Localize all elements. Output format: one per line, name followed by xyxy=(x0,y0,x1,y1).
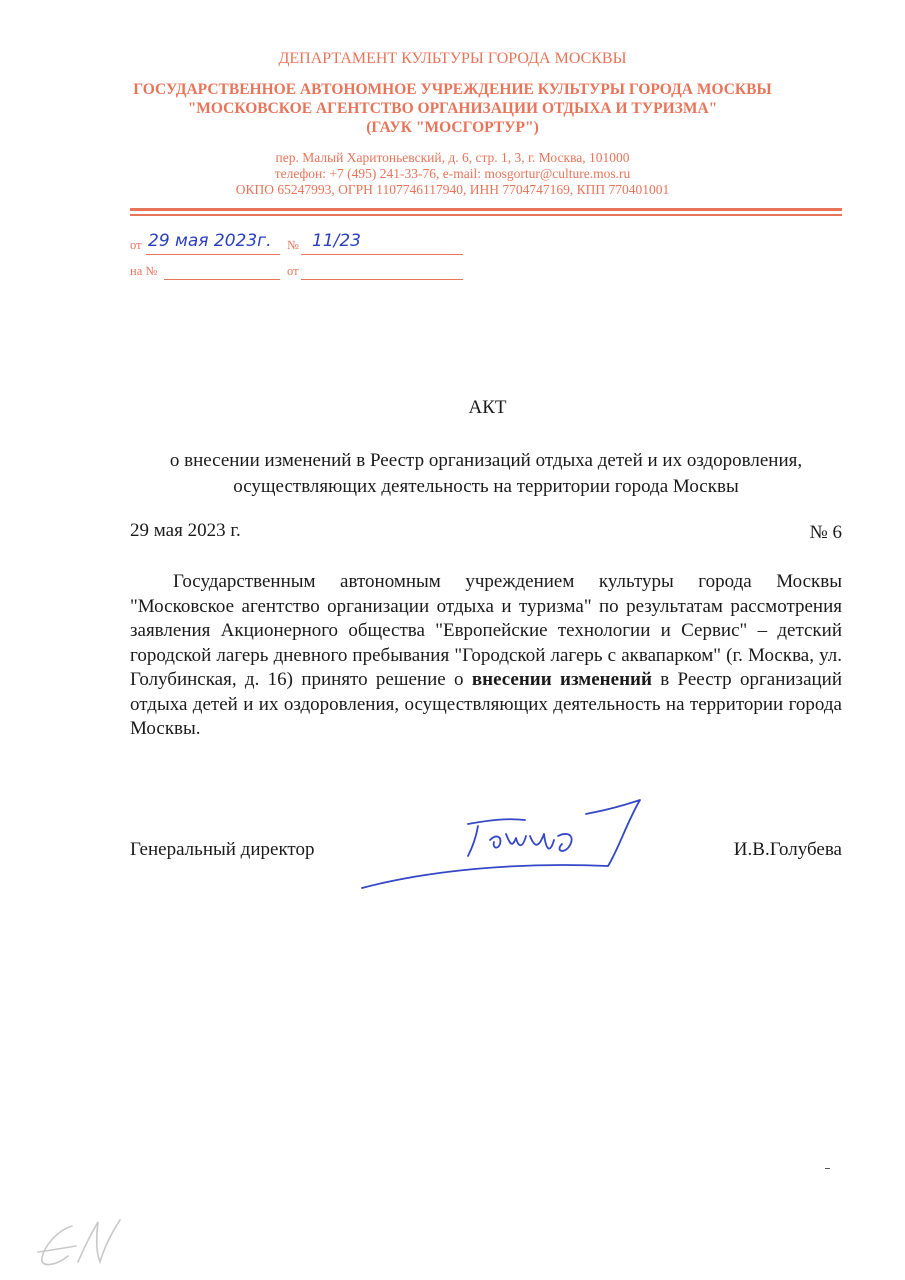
scan-speck xyxy=(825,1168,830,1169)
initials-mark-icon xyxy=(28,1212,128,1272)
reg-date-line xyxy=(146,254,280,255)
subtitle-line-1: о внесении изменений в Реестр организаций отдыха детей и их оздоровления, xyxy=(169,450,803,471)
document-title: АКТ xyxy=(468,397,507,418)
address-line: пер. Малый Харитоньевский, д. 6, стр. 1, 3, г. Москва, 101000 xyxy=(275,150,630,165)
institution-contacts xyxy=(0,150,905,198)
reg-from-label: от xyxy=(130,238,142,252)
body-text-part-2: в Реестр организаций отдыха детей и их оздоровления, осуществляющих деятельность на территории города Москвы. xyxy=(130,669,842,739)
institution-line-2: "МОСКОВСКОЕ АГЕНТСТВО ОРГАНИЗАЦИИ ОТДЫХА И ТУРИЗМА" xyxy=(187,100,718,117)
letterhead-rule-thin xyxy=(130,214,842,216)
institution-line-3: (ГАУК "МОСГОРТУР") xyxy=(366,119,539,136)
contacts-line: телефон: +7 (495) 241-33-76, e-mail: mosgortur@culture.mos.ru xyxy=(274,166,631,181)
handwritten-signature xyxy=(350,790,650,900)
reg-number-line xyxy=(301,254,463,255)
reg-to-no-label: на № xyxy=(130,264,158,278)
document-subtitle xyxy=(130,448,842,500)
subtitle-line-2: осуществляющих деятельность на территории города Москвы xyxy=(233,476,739,497)
department-name: ДЕПАРТАМЕНТ КУЛЬТУРЫ ГОРОДА МОСКВЫ xyxy=(278,50,627,67)
handwritten-date: 29 мая 2023г. xyxy=(148,231,272,251)
document-body xyxy=(130,570,842,742)
body-text-part-1: Государственным автономным учреждением культуры города Москвы "Московское агентство организации отдыха и туризма" по результатам рассмотрения заявления Акционерного общества "Европейские технологии и Сервис" – детский городской лагерь дневного пребывания "Городской лагерь с аквапарком" (г. Москва, ул. Голубинская, д. 16) принято решение о xyxy=(130,571,842,690)
letterhead-rule-thick xyxy=(130,208,842,211)
handwritten-number: 11/23 xyxy=(312,231,361,251)
signatory-name: И.В.Голубева xyxy=(733,839,842,860)
requisites-line: ОКПО 65247993, ОГРН 1107746117940, ИНН 7704747169, КПП 770401001 xyxy=(235,182,670,197)
reg-from2-label: от xyxy=(287,264,299,278)
reg-to-no-line xyxy=(164,279,280,280)
institution-name xyxy=(0,80,905,137)
signatory-position: Генеральный директор xyxy=(130,839,315,860)
reg-from2-line xyxy=(301,279,463,280)
body-text-bold: внесении изменений xyxy=(471,669,652,690)
reg-no-label: № xyxy=(287,238,299,252)
document-date: 29 мая 2023 г. xyxy=(130,520,241,541)
institution-line-1: ГОСУДАРСТВЕННОЕ АВТОНОМНОЕ УЧРЕЖДЕНИЕ КУЛЬТУРЫ ГОРОДА МОСКВЫ xyxy=(133,81,772,98)
document-number: № 6 xyxy=(809,522,842,543)
